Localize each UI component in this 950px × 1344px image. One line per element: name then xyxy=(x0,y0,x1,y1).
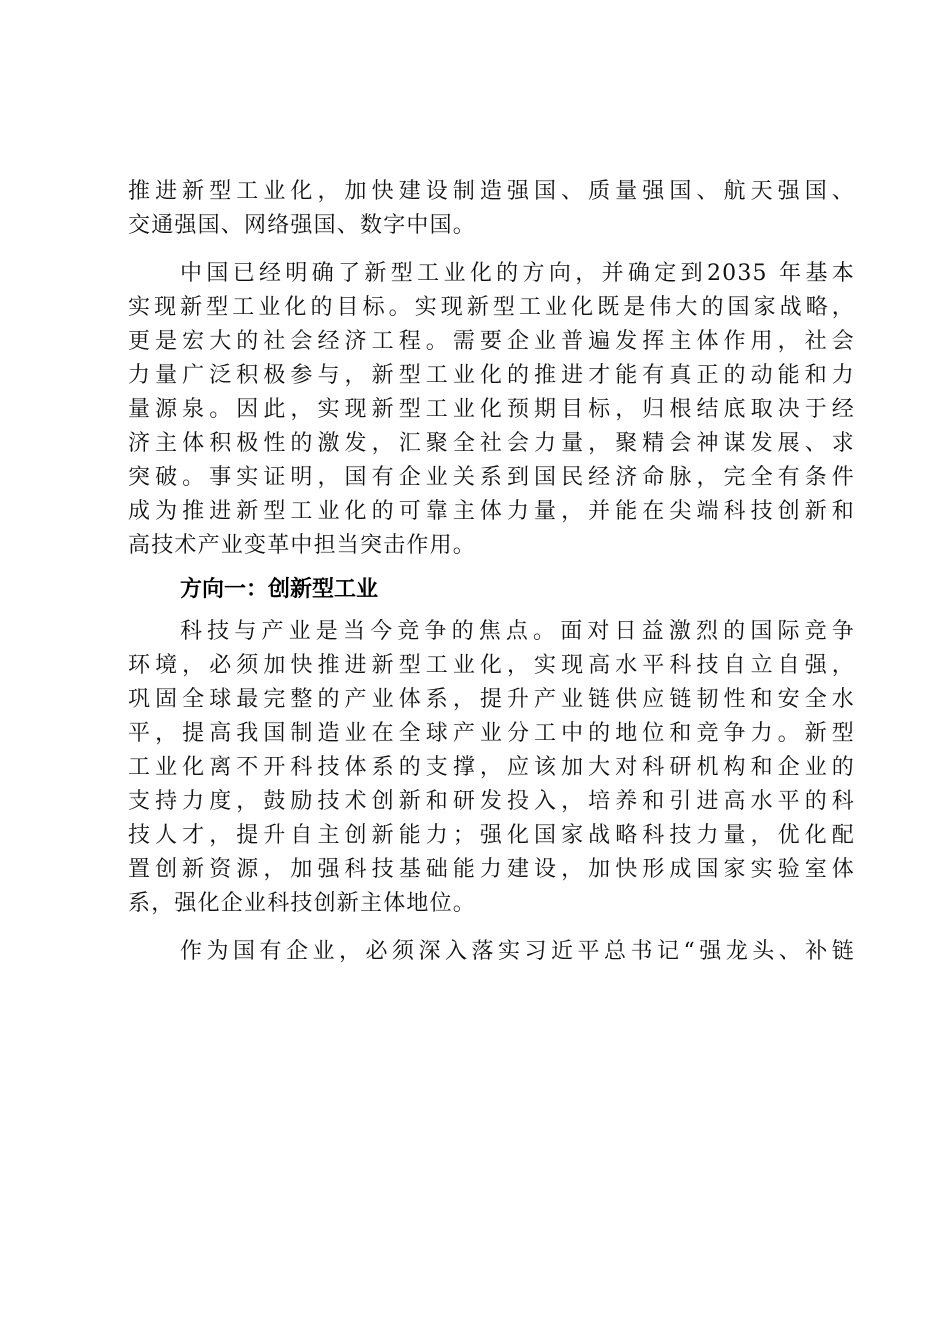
paragraph-line: 作为国有企业，必须深入落实习近平总书记“强龙头、补链 xyxy=(180,939,855,964)
paragraph-line: 技人才，提升自主创新能力；强化国家战略科技力量，优化配 xyxy=(128,823,855,848)
paragraph-line: 力量广泛积极参与，新型工业化的推进才能有真正的动能和力 xyxy=(128,363,855,388)
document-body xyxy=(128,175,855,969)
paragraph-line: 实现新型工业化的目标。实现新型工业化既是伟大的国家战略， xyxy=(128,295,855,320)
paragraph-line: 更是宏大的社会经济工程。需要企业普遍发挥主体作用，社会 xyxy=(128,329,855,354)
paragraph-line: 巩固全球最完整的产业体系，提升产业链供应链韧性和安全水 xyxy=(128,687,855,712)
paragraph-line: 支持力度，鼓励技术创新和研发投入，培养和引进高水平的科 xyxy=(128,789,855,814)
paragraph-line: 平，提高我国制造业在全球产业分工中的地位和竞争力。新型 xyxy=(128,721,855,746)
paragraph-line: 系，强化企业科技创新主体地位。 xyxy=(128,891,477,916)
paragraph-line: 工业化离不开科技体系的支撑，应该加大对科研机构和企业的 xyxy=(128,755,855,780)
paragraph-line: 突破。事实证明，国有企业关系到国民经济命脉，完全有条件 xyxy=(128,465,855,490)
paragraph-3 xyxy=(128,615,855,921)
paragraph-line: 量源泉。因此，实现新型工业化预期目标，归根结底取决于经 xyxy=(128,397,855,422)
paragraph-line: 交通强国、网络强国、数字中国。 xyxy=(128,213,477,238)
paragraph-4 xyxy=(128,935,855,969)
paragraph-line: 置创新资源，加强科技基础能力建设，加快形成国家实验室体 xyxy=(128,857,855,882)
paragraph-line: 高技术产业变革中担当突击作用。 xyxy=(128,533,477,558)
paragraph-1 xyxy=(128,175,855,243)
paragraph-line: 科技与产业是当今竞争的焦点。面对日益激烈的国际竞争 xyxy=(180,619,855,644)
paragraph-line: 中国已经明确了新型工业化的方向，并确定到2035 年基本 xyxy=(180,261,855,286)
paragraph-line: 济主体积极性的激发，汇聚全社会力量，聚精会神谋发展、求 xyxy=(128,431,855,456)
paragraph-line: 成为推进新型工业化的可靠主体力量，并能在尖端科技创新和 xyxy=(128,499,855,524)
section-heading: 方向一：创新型工业 xyxy=(180,577,379,602)
paragraph-line: 推进新型工业化，加快建设制造强国、质量强国、航天强国、 xyxy=(128,179,855,204)
paragraph-2 xyxy=(128,257,855,563)
paragraph-line: 环境，必须加快推进新型工业化，实现高水平科技自立自强， xyxy=(128,653,855,678)
